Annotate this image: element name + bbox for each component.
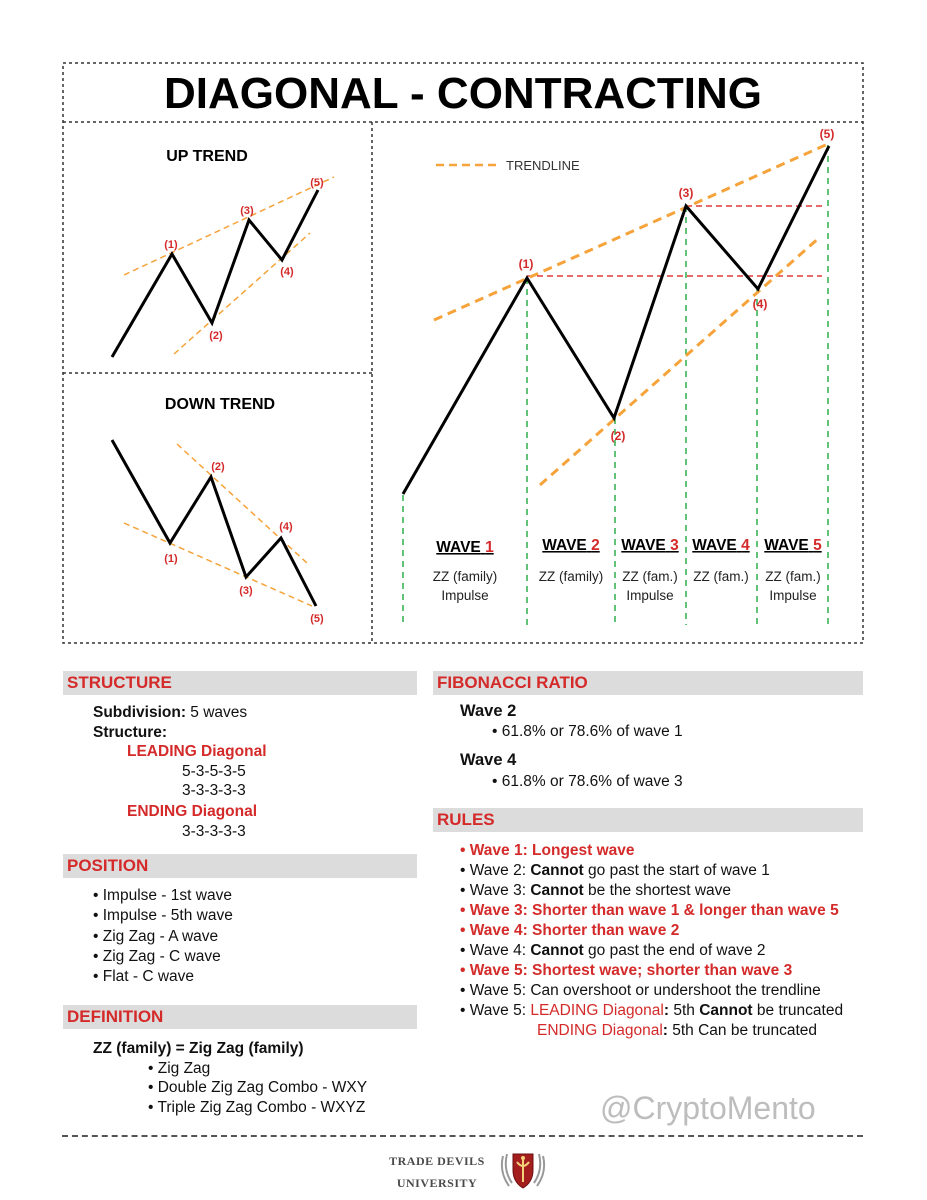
subdivision-label: Subdivision:: [93, 704, 186, 721]
wave-5-line1: ZZ (fam.): [765, 569, 821, 584]
rule-3-prefix: • Wave 3:: [460, 882, 531, 899]
ending-value-1: 3-3-3-3-3: [182, 823, 246, 840]
trendline-legend-label: TRENDLINE: [506, 158, 580, 173]
up-label-2: (2): [209, 330, 223, 342]
position-item-5: • Flat - C wave: [93, 968, 195, 985]
rule-10-ending: ENDING Diagonal: [537, 1022, 663, 1039]
wave-3-line2: Impulse: [626, 588, 674, 603]
down-label-2: (2): [211, 461, 225, 473]
rule-6: [460, 941, 766, 961]
rule-9-colon: :: [663, 1002, 670, 1019]
rule-9-emphasis: Cannot: [699, 1002, 753, 1019]
definition-header-label: DEFINITION: [67, 1007, 164, 1026]
structure-label: Structure:: [93, 724, 168, 741]
definition-item-2: • Double Zig Zag Combo - WXY: [148, 1079, 368, 1096]
ending-diagonal-label: ENDING Diagonal: [127, 803, 258, 820]
rule-2: [460, 861, 770, 881]
rule-10: [537, 1021, 817, 1041]
lower-trendline: [540, 237, 820, 485]
down-trend-heading: DOWN TREND: [164, 396, 276, 413]
up-label-1: (1): [164, 239, 178, 251]
definition-header: [63, 1005, 417, 1029]
subdivision-line: [93, 703, 247, 723]
position-header-label: POSITION: [67, 856, 149, 875]
position-item-1: • Impulse - 1st wave: [93, 887, 232, 904]
structure-header-label: STRUCTURE: [67, 673, 172, 692]
definition-item-3: • Triple Zig Zag Combo - WXYZ: [148, 1099, 366, 1116]
rule-9: [460, 1001, 843, 1021]
rule-9-text: be truncated: [752, 1002, 844, 1019]
main-label-1: (1): [518, 257, 534, 271]
rule-3-text: be the shortest wave: [583, 882, 732, 899]
rule-4: • Wave 3: Shorter than wave 1 & longer than wave 5: [460, 902, 839, 919]
footer-line-2: UNIVERSITY: [396, 1176, 478, 1190]
footer-university-name: [382, 1150, 492, 1194]
definition-title: ZZ (family) = Zig Zag (family): [93, 1040, 304, 1057]
down-label-4: (4): [279, 521, 293, 533]
page-title: DIAGONAL - CONTRACTING: [163, 69, 763, 118]
leading-value-1: 5-3-5-3-5: [182, 763, 246, 780]
rule-3-emphasis: Cannot: [530, 882, 584, 899]
up-label-5: (5): [310, 177, 324, 189]
main-label-4: (4): [752, 297, 768, 311]
rule-8: • Wave 5: Can overshoot or undershoot the trendline: [460, 982, 821, 999]
rule-6-text: go past the end of wave 2: [583, 942, 766, 959]
rule-2-text: go past the start of wave 1: [583, 862, 770, 879]
footer-line-1: TRADE DEVILS: [389, 1154, 485, 1168]
rules-header: [433, 808, 863, 832]
up-label-3: (3): [240, 205, 254, 217]
wave-3-heading: WAVE 3: [621, 537, 679, 554]
fibonacci-header: [433, 671, 863, 695]
wave-5-heading: WAVE 5: [764, 537, 822, 554]
wave-1-heading: WAVE 1: [436, 539, 494, 556]
main-wave-diagram: [403, 127, 834, 625]
position-header: [63, 854, 417, 878]
rule-2-emphasis: Cannot: [530, 862, 584, 879]
position-item-3: • Zig Zag - A wave: [93, 928, 219, 945]
main-label-5: (5): [819, 127, 835, 141]
wave-3-line1: ZZ (fam.): [622, 569, 678, 584]
upper-trendline: [434, 143, 830, 320]
rule-10-text: 5th Can be truncated: [667, 1022, 818, 1039]
watermark: @CryptoMento: [600, 1090, 816, 1126]
rules-header-label: RULES: [437, 810, 495, 829]
wave-4-heading: WAVE 4: [692, 537, 750, 554]
rule-3: [460, 881, 731, 901]
fib-wave2-value: • 61.8% or 78.6% of wave 1: [492, 723, 683, 740]
definition-item-1: • Zig Zag: [148, 1060, 211, 1077]
fib-wave2-label: Wave 2: [460, 702, 517, 720]
leading-diagonal-label: LEADING Diagonal: [127, 743, 267, 760]
rule-6-prefix: • Wave 4:: [460, 942, 531, 959]
rule-10-colon: :: [662, 1022, 668, 1039]
fib-wave4-label: Wave 4: [460, 751, 517, 769]
rule-7: • Wave 5: Shortest wave; shorter than wave 3: [460, 962, 793, 979]
structure-header: [63, 671, 417, 695]
position-item-2: • Impulse - 5th wave: [93, 907, 233, 924]
wave-2-line1: ZZ (family): [538, 569, 604, 584]
wave-2-heading: WAVE 2: [542, 537, 600, 554]
rule-1: • Wave 1: Longest wave: [460, 842, 635, 859]
up-trend-heading: UP TREND: [166, 148, 248, 165]
rule-2-prefix: • Wave 2:: [460, 862, 531, 879]
rule-5: • Wave 4: Shorter than wave 2: [460, 922, 680, 939]
down-label-5: (5): [310, 613, 324, 625]
wave-5-line2: Impulse: [769, 588, 817, 603]
position-item-4: • Zig Zag - C wave: [93, 948, 221, 965]
university-crest-icon: [497, 1146, 549, 1194]
rule-9-fifth: 5th: [669, 1002, 700, 1019]
wave-4-line1: ZZ (fam.): [693, 569, 749, 584]
rule-9-leading: LEADING Diagonal: [530, 1002, 664, 1019]
main-label-3: (3): [678, 186, 694, 200]
footer-divider: [62, 1135, 863, 1137]
down-label-3: (3): [239, 585, 253, 597]
down-trendline-lower: [124, 523, 312, 606]
leading-value-2: 3-3-3-3-3: [182, 782, 246, 799]
up-trend-diagram: [112, 148, 334, 357]
fibonacci-header-label: FIBONACCI RATIO: [437, 673, 588, 692]
rule-9-prefix: • Wave 5:: [460, 1002, 531, 1019]
wave-1-line2: Impulse: [441, 588, 489, 603]
up-trendline-upper: [124, 177, 334, 275]
wave-1-line1: ZZ (family): [432, 569, 498, 584]
subdivision-value: 5 waves: [186, 704, 248, 721]
down-trendline-upper: [177, 444, 307, 563]
down-trend-diagram: [112, 396, 324, 625]
down-label-1: (1): [164, 553, 178, 565]
up-label-4: (4): [280, 266, 294, 278]
rule-6-emphasis: Cannot: [530, 942, 584, 959]
fib-wave4-value: • 61.8% or 78.6% of wave 3: [492, 773, 683, 790]
main-label-2: (2): [610, 429, 626, 443]
